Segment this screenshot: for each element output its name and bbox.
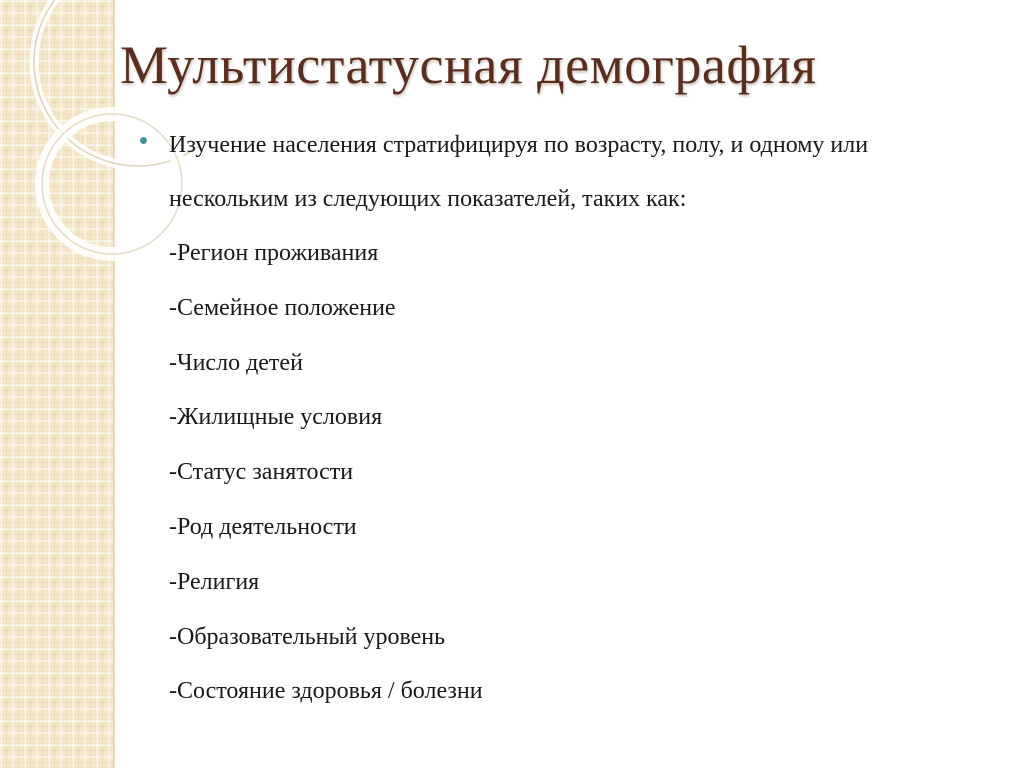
intro-bullet: [140, 118, 1010, 226]
slide-title: Мультистатусная демография: [120, 35, 817, 95]
list-item: -Статус занятости: [169, 459, 354, 486]
list-item: -Жилищные условия: [169, 404, 383, 431]
decorative-side-band: [0, 0, 113, 768]
list-item: -Семейное положение: [169, 294, 396, 321]
list-item: -Род деятельности: [169, 513, 357, 540]
side-band-edge: [113, 0, 116, 768]
list-item: -Состояние здоровья / болезни: [169, 678, 483, 705]
intro-line-2: нескольким из следующих показателей, таких как:: [169, 186, 687, 212]
indicator-list: [140, 226, 1010, 719]
intro-line-1: Изучение населения стратифицируя по возрасту, полу, и одному или: [169, 132, 869, 158]
list-item: -Число детей: [169, 349, 303, 376]
list-item: -Образовательный уровень: [169, 623, 446, 650]
slide-body: [140, 118, 1010, 719]
bullet-dot-icon: [140, 137, 147, 144]
list-item: -Религия: [169, 568, 260, 595]
list-item: -Регион проживания: [169, 240, 379, 266]
